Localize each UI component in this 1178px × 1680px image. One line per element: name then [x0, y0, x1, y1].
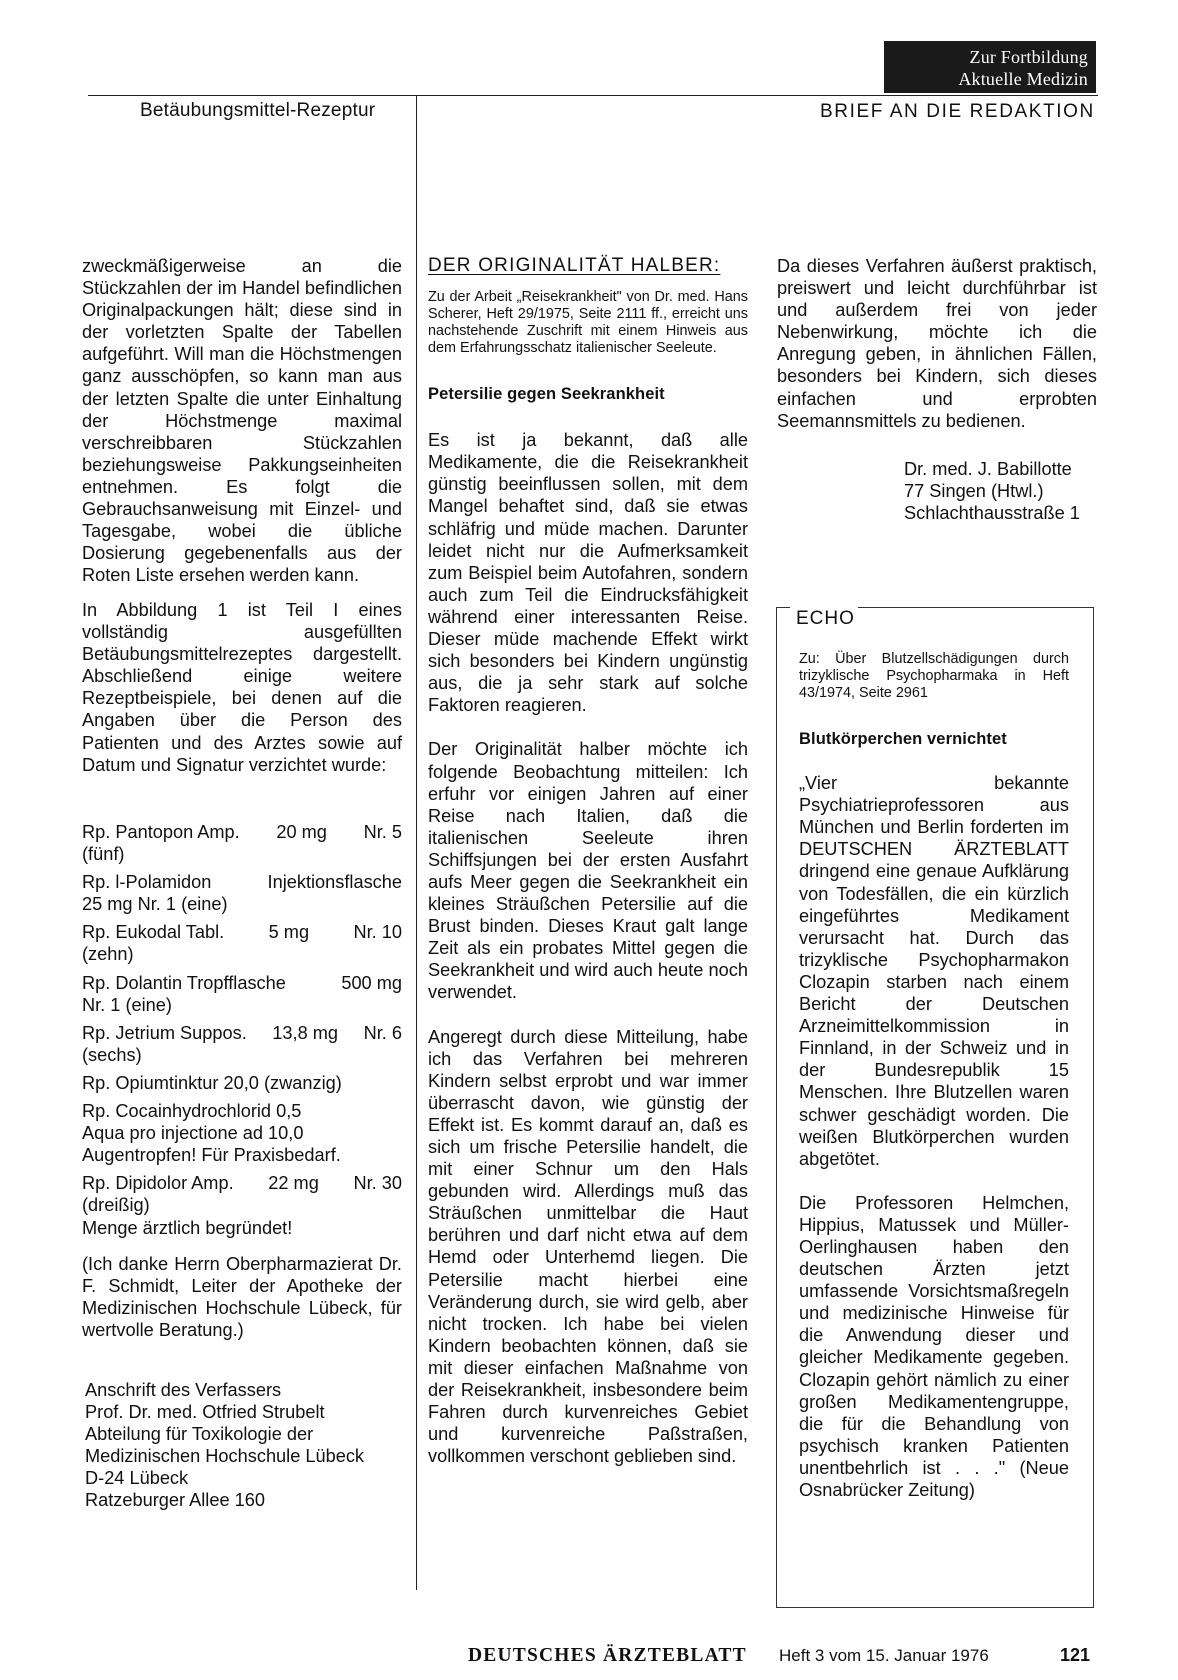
rx-dose: 500 mg: [341, 972, 402, 993]
letter-signature: [777, 458, 1097, 524]
address-line: Abteilung für Toxikologie der: [85, 1424, 314, 1445]
echo-intro: Zu: Über Blutzellschädigungen durch trizyklische Psychopharmaka in Heft 43/1974, Seite 2961: [799, 651, 1069, 701]
paragraph: Es ist ja bekannt, daß alle Medikamente, die die Reisekrankheit günstig beeinflussen sollen, mit dem Mangel behaftet sind, daß sie etwas schläfrig und müde machen. Darunter leidet nicht nur die Aufmerksamkeit zum Beispiel beim Autofahren, sondern auch zum Teil die Eindrucksfähigkeit während einer interessanten Reise. Dieser müde machende Effekt wirkt sich besonders bei Kindern ungünstig aus, die ja sehr stark auf solche Faktoren reagieren.: [428, 430, 748, 716]
badge-line-1: Zur Fortbildung: [969, 47, 1088, 67]
paragraph: Da dieses Verfahren äußerst praktisch, preiswert und leicht durchführbar ist und außerdem frei von jeder Nebenwirkung, möchte ich die Anregung geben, in ähnlichen Fällen, besonders bei Kindern, sich dieses einfachen und erprobten Seemannsmittels zu bedienen.: [777, 256, 1097, 431]
rx-line: Rp. Cocainhydrochlorid 0,5: [82, 1101, 302, 1122]
rx-dose: 22 mg: [268, 1173, 319, 1194]
rx-name: Rp. Pantopon Amp.: [82, 822, 240, 842]
rx-note: Menge ärztlich begründet!: [82, 1217, 293, 1238]
rx-form: Injektionsflasche: [267, 872, 402, 893]
prescription-item: [82, 1022, 402, 1066]
rx-count: Nr. 5: [363, 822, 402, 842]
running-header-right: BRIEF AN DIE REDAKTION: [820, 101, 1095, 122]
prescription-item: [82, 1172, 402, 1238]
signature-line: 77 Singen (Htwl.): [904, 480, 1044, 501]
page-number: 121: [1060, 1645, 1091, 1665]
prescription-item: [82, 821, 402, 865]
paragraph: Angeregt durch diese Mitteilung, habe ich das Verfahren bei mehreren Kindern selbst erprobt und war immer überrascht davon, wie günstig der Effekt ist. Es kommt darauf an, daß es sich um frische Petersilie handelt, die mit einer Schnur um den Hals gebunden wird. Allerdings muß das Sträußchen unmittelbar die Haut berühren und darf nicht etwa auf dem Hemd oder Unterhemd liegen. Die Petersilie macht hierbei eine Veränderung durch, sie wird gelb, aber nicht trocken. Ich habe bei vielen Kindern beobachten können, daß sie mit dieser einfachen Maßnahme von der Reisekrankheit, insbesondere beim Fahren durch kurvenreiches Gebiet und kurvenreiche Paßstraßen, vollkommen verschont geblieben sind.: [428, 1026, 748, 1467]
rx-line: Augentropfen! Für Praxisbedarf.: [82, 1145, 341, 1166]
prescription-item: [82, 871, 402, 915]
article-column-2: [428, 255, 748, 1467]
address-line: Prof. Dr. med. Otfried Strubelt: [85, 1402, 325, 1423]
paragraph: zweckmäßigerweise an die Stückzahlen der im Handel befindlichen Originalpackungen hält; diese sind in der vorletzten Spalte der Tabellen aufgeführt. Will man die Höchstmengen ganz ausschöpfen, so kann man aus der letzten Spalte die unter Einhaltung der Höchstmenge maximal verschreibbaren Stückzahlen beziehungsweise Pakkungseinheiten entnehmen. Es folgt die Gebrauchsanweisung mit Einzel- und Tagesgabe, wobei die übliche Dosierung gegebenenfalls aus der Roten Liste ersehen werden kann.: [82, 256, 402, 586]
rx-name: Rp. Dipidolor Amp.: [82, 1173, 234, 1194]
running-header-left: Betäubungsmittel-Rezeptur: [140, 100, 376, 121]
paragraph: „Vier bekannte Psychiatrieprofessoren aus München und Berlin forderten im DEUTSCHEN ÄRZTEBLATT dringend eine genaue Aufklärung von Todesfällen, die ein kürzlich eingeführtes Medikament verursacht hat. Durch das trizyklische Psychopharmakon Clozapin starben nach einem Bericht der Deutschen Arzneimittelkommission in Finnland, in der Schweiz und in der Bundesrepublik 15 Menschen. Ihre Blutzellen waren schwer geschädigt worden. Die weißen Blutkörperchen wurden abgetötet.: [799, 773, 1069, 1169]
prescription-item: [82, 921, 402, 965]
echo-box-top-rule: [858, 607, 1093, 608]
prescription-list: [82, 821, 402, 1239]
address-line: D-24 Lübeck: [85, 1468, 189, 1489]
article-column-3: [777, 255, 1097, 524]
acknowledgement: (Ich danke Herrn Oberpharmazierat Dr. F. Schmidt, Leiter der Apotheke der Medizinischen Hochschule Lübeck, für wertvolle Beratung.): [82, 1253, 402, 1340]
badge-line-2: Aktuelle Medizin: [958, 69, 1088, 89]
paragraph: Der Originalität halber möchte ich folgende Beobachtung mitteilen: Ich erfuhr vor einigen Jahren auf einer Reise nach Italien, daß die italienischen Seeleute ihren Schiffsjungen bei der ersten Ausfahrt aufs Meer gegen die Seekrankheit ein kleines Sträußchen Petersilie auf die Brust binden. Dieses Kraut galt lange Zeit als ein probates Mittel gegen die Seekrankheit und wird auch heute noch verwendet.: [428, 739, 748, 1003]
address-line: Anschrift des Verfassers: [85, 1379, 282, 1400]
paragraph: Die Professoren Helmchen, Hippius, Matussek und Müller-Oerlinghausen haben den deutschen Ärzten jetzt umfassende Vorsichtsmaßregeln und medizinische Hinweise für die Anwendung dieser und gleicher Medikamente gegeben. Clozapin gehört nämlich zu einer großen Medikamentengruppe, die für die Behandlung von psychisch kranken Patienten unentbehrlich ist . . ." (Neue Osnabrücker Zeitung): [799, 1192, 1069, 1500]
rx-line: Aqua pro injectione ad 10,0: [82, 1123, 304, 1144]
echo-box-top-rule: [776, 607, 790, 608]
rx-dose: 20 mg: [276, 822, 327, 842]
journal-name: DEUTSCHES ÄRZTEBLATT: [468, 1645, 747, 1666]
editorial-intro: Zu der Arbeit „Reisekrankheit" von Dr. med. Hans Scherer, Heft 29/1975, Seite 2111 ff., erreicht uns nachstehende Zuschrift mit einem Hinweis aus dem Erfahrungsschatz italienischer Seeleute.: [428, 289, 748, 357]
rx-count: Nr. 30: [353, 1173, 402, 1194]
signature-line: Dr. med. J. Babillotte: [904, 458, 1072, 479]
header-rule: [88, 95, 1098, 96]
rx-name: Rp. l-Polamidon: [82, 872, 212, 893]
letter-headline: Petersilie gegen Seekrankheit: [428, 385, 665, 404]
rx-count: Nr. 10: [353, 922, 402, 943]
echo-headline: Blutkörperchen vernichtet: [799, 730, 1007, 748]
column-divider: [416, 260, 417, 1590]
rx-count-word: 25 mg Nr. 1 (eine): [82, 894, 228, 915]
section-badge: [884, 41, 1096, 93]
rx-dose: 5 mg: [268, 922, 310, 943]
rx-count-word: Nr. 1 (eine): [82, 994, 172, 1015]
prescription-item: [82, 972, 402, 1016]
issue-info: Heft 3 vom 15. Januar 1976: [779, 1646, 989, 1665]
paragraph: In Abbildung 1 ist Teil I eines vollständig ausgefüllten Betäubungsmittelrezeptes dargestellt. Abschließend einige weitere Rezeptbeispiele, bei denen auf die Angaben über die Person des Patienten und des Arztes sowie auf Datum und Signatur verzichtet wurde:: [82, 600, 402, 775]
rx-count-word: (fünf): [82, 844, 125, 865]
echo-content: [799, 651, 1069, 1501]
rx-count-word: (sechs): [82, 1044, 142, 1065]
address-line: Medizinischen Hochschule Lübeck: [85, 1446, 365, 1467]
prescription-item: Rp. Opiumtinktur 20,0 (zwanzig): [82, 1072, 342, 1093]
signature-line: Schlachthausstraße 1: [904, 502, 1080, 523]
rx-name: Rp. Dolantin Tropfflasche: [82, 972, 286, 993]
rx-name: Rp. Eukodal Tabl.: [82, 922, 225, 943]
rx-count: Nr. 6: [363, 1022, 402, 1043]
prescription-item: [82, 1100, 402, 1166]
rx-count-word: (zehn): [82, 944, 134, 965]
echo-title: ECHO: [796, 608, 855, 629]
rx-dose: 13,8 mg: [272, 1022, 339, 1043]
rx-count-word: (dreißig): [82, 1195, 150, 1216]
author-address: [82, 1379, 402, 1512]
header-column-divider: [416, 95, 417, 260]
section-title: DER ORIGINALITÄT HALBER:: [428, 255, 721, 276]
article-column-1: [82, 255, 402, 1512]
rx-name: Rp. Jetrium Suppos.: [82, 1022, 247, 1043]
address-line: Ratzeburger Allee 160: [85, 1490, 265, 1511]
